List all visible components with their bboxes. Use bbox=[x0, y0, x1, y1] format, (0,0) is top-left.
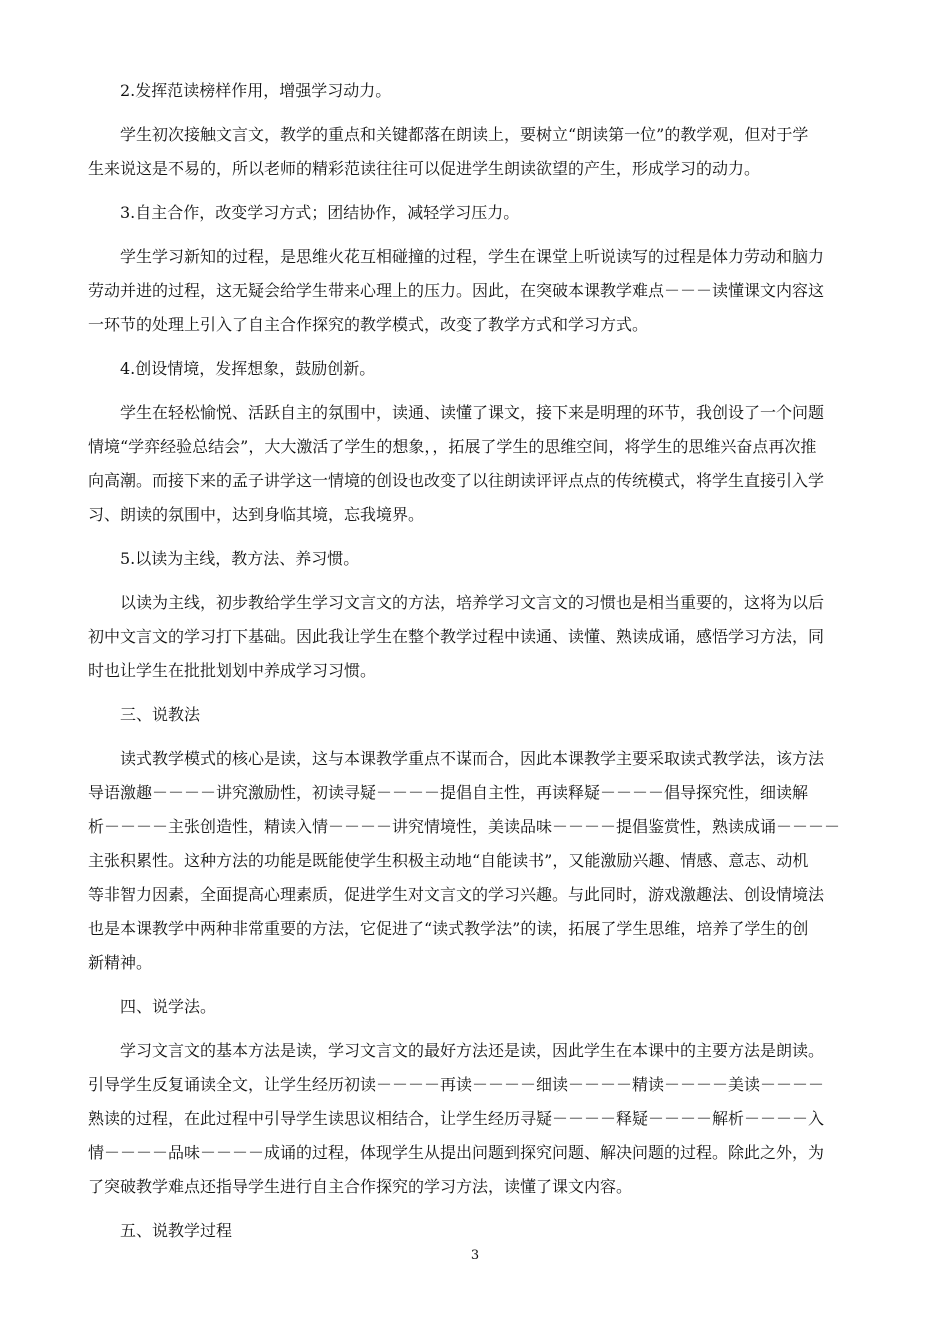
heading-text: 5.以读为主线，教方法、养习惯。 bbox=[120, 549, 360, 568]
section-heading bbox=[88, 542, 860, 576]
page-number: 3 bbox=[470, 1248, 480, 1263]
paragraph-line: 读式教学模式的核心是读，这与本课教学重点不谋而合，因此本课教学主要采取读式教学法，该方法 bbox=[120, 749, 825, 768]
paragraph bbox=[88, 240, 860, 342]
paragraph-line: 也是本课教学中两种非常重要的方法，它促进了“读式教学法”的读，拓展了学生思维，培养了学生的创 bbox=[88, 919, 809, 938]
paragraph-line: 引导学生反复诵读全文，让学生经历初读－－－－再读－－－－细读－－－－精读－－－－美读－－－－ bbox=[88, 1075, 825, 1094]
section-heading bbox=[88, 990, 860, 1024]
paragraph-line: 以读为主线，初步教给学生学习文言文的方法，培养学习文言文的习惯也是相当重要的，这将为以后 bbox=[120, 593, 825, 612]
section-heading bbox=[88, 698, 860, 732]
paragraph bbox=[88, 118, 860, 186]
paragraph-line: 劳动并进的过程，这无疑会给学生带来心理上的压力。因此，在突破本课教学难点－－－读懂课文内容这 bbox=[88, 281, 825, 300]
paragraph-line: 一环节的处理上引入了自主合作探究的教学模式，改变了教学方式和学习方式。 bbox=[88, 315, 649, 334]
heading-text: 4.创设情境，发挥想象，鼓励创新。 bbox=[120, 359, 376, 378]
paragraph-line: 生来说这是不易的，所以老师的精彩范读往往可以促进学生朗读欲望的产生，形成学习的动力。 bbox=[88, 159, 761, 178]
paragraph bbox=[88, 1034, 860, 1204]
paragraph-line: 学习文言文的基本方法是读，学习文言文的最好方法还是读，因此学生在本课中的主要方法是朗读。 bbox=[120, 1041, 825, 1060]
paragraph-line: 主张积累性。这种方法的功能是既能使学生积极主动地“自能读书”，又能激励兴趣、情感、意志、动机 bbox=[88, 851, 809, 870]
paragraph bbox=[88, 586, 860, 688]
paragraph bbox=[88, 396, 860, 532]
paragraph bbox=[88, 742, 860, 980]
heading-text: 三、说教法 bbox=[120, 705, 201, 724]
heading-text: 四、说学法。 bbox=[120, 997, 217, 1016]
paragraph-line: 学生学习新知的过程，是思维火花互相碰撞的过程，学生在课堂上听说读写的过程是体力劳动和脑力 bbox=[120, 247, 825, 266]
paragraph-line: 时也让学生在批批划划中养成学习习惯。 bbox=[88, 661, 377, 680]
section-heading bbox=[88, 1214, 860, 1248]
paragraph-line: 情境“学弈经验总结会”，大大激活了学生的想象，，拓展了学生的思维空间，将学生的思维兴奋点再次推 bbox=[88, 437, 817, 456]
paragraph-line: 新精神。 bbox=[88, 953, 153, 972]
paragraph-line: 导语激趣－－－－讲究激励性，初读寻疑－－－－提倡自主性，再读释疑－－－－倡导探究性，细读解 bbox=[88, 783, 809, 802]
paragraph-line: 习、朗读的氛围中，达到身临其境，忘我境界。 bbox=[88, 505, 425, 524]
paragraph-line: 初中文言文的学习打下基础。因此我让学生在整个教学过程中读通、读懂、熟读成诵，感悟学习方法，同 bbox=[88, 627, 825, 646]
section-heading bbox=[88, 352, 860, 386]
paragraph-line: 了突破教学难点还指导学生进行自主合作探究的学习方法，读懂了课文内容。 bbox=[88, 1177, 633, 1196]
section-heading bbox=[88, 196, 860, 230]
paragraph-line: 熟读的过程，在此过程中引导学生读思议相结合，让学生经历寻疑－－－－释疑－－－－解析－－－－入 bbox=[88, 1109, 825, 1128]
paragraph-line: 学生初次接触文言文，教学的重点和关键都落在朗读上，要树立“朗读第一位”的教学观，但对于学 bbox=[120, 125, 809, 144]
paragraph-line: 析－－－－主张创造性，精读入情－－－－讲究情境性，美读品味－－－－提倡鉴赏性，熟读成诵－－－－ bbox=[88, 817, 841, 836]
heading-text: 五、说教学过程 bbox=[120, 1221, 233, 1240]
paragraph-line: 情－－－－品味－－－－成诵的过程，体现学生从提出问题到探究问题、解决问题的过程。除此之外，为 bbox=[88, 1143, 825, 1162]
paragraph-line: 等非智力因素，全面提高心理素质，促进学生对文言文的学习兴趣。与此同时，游戏激趣法、创设情境法 bbox=[88, 885, 825, 904]
heading-text: 3.自主合作，改变学习方式；团结协作，减轻学习压力。 bbox=[120, 203, 520, 222]
heading-text: 2.发挥范读榜样作用，增强学习动力。 bbox=[120, 81, 392, 100]
paragraph-line: 学生在轻松愉悦、活跃自主的氛围中，读通、读懂了课文，接下来是明理的环节，我创设了一个问题 bbox=[120, 403, 825, 422]
document-body bbox=[88, 74, 860, 1248]
section-heading bbox=[88, 74, 860, 108]
paragraph-line: 向高潮。而接下来的孟子讲学这一情境的创设也改变了以往朗读评评点点的传统模式，将学生直接引入学 bbox=[88, 471, 825, 490]
